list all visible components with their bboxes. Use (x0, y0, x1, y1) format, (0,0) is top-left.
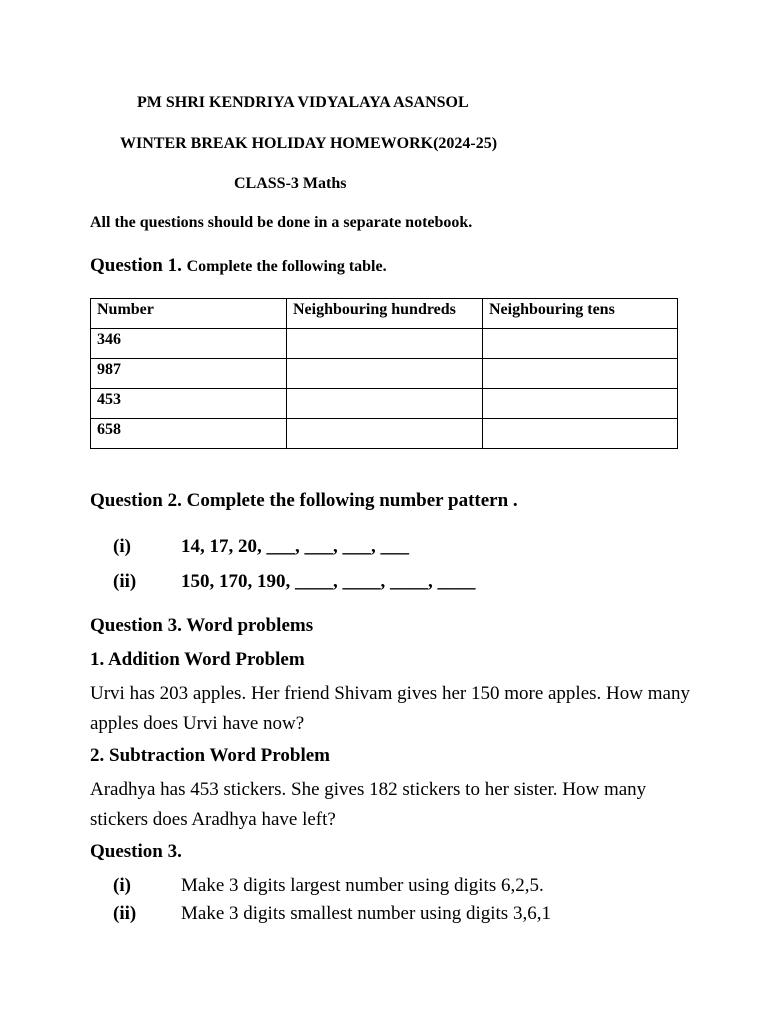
table-cell-tens (483, 329, 678, 359)
table-cell-tens (483, 359, 678, 389)
table-row (91, 329, 678, 359)
neighbouring-numbers-table (90, 298, 678, 449)
table-row (91, 419, 678, 449)
subtraction-problem-text: Aradhya has 453 stickers. She gives 182 stickers to her sister. How many stickers does Aradhya have left? (90, 779, 647, 830)
table-row (91, 359, 678, 389)
pattern-item-number: (i) (113, 536, 131, 557)
table-cell-hundreds (287, 389, 483, 419)
table-cell-number: 987 (91, 359, 287, 389)
digits-item-text: Make 3 digits smallest number using digits 3,6,1 (181, 903, 551, 924)
table-cell-tens (483, 419, 678, 449)
question-3b-heading: Question 3. (90, 841, 182, 862)
table-cell-number: 658 (91, 419, 287, 449)
pattern-item-number: (ii) (113, 571, 137, 592)
addition-problem-text: Urvi has 203 apples. Her friend Shivam gives her 150 more apples. How many apples does Urvi have now? (90, 683, 690, 734)
question-2-heading: Question 2. Complete the following number pattern . (90, 490, 518, 511)
question-1-text: Complete the following table. (186, 258, 387, 275)
digits-item-number: (ii) (113, 903, 137, 924)
table-cell-tens (483, 389, 678, 419)
question-1-heading (90, 255, 387, 277)
pattern-item-text: 150, 170, 190, ____, ____, ____, ____ (181, 571, 476, 592)
question-3-heading: Question 3. Word problems (90, 615, 314, 636)
addition-problem-heading: 1. Addition Word Problem (90, 649, 305, 670)
school-name: PM SHRI KENDRIYA VIDYALAYA ASANSOL (137, 94, 469, 111)
table-row (91, 389, 678, 419)
table-cell-hundreds (287, 419, 483, 449)
digits-item-number: (i) (113, 875, 131, 896)
pattern-item-text: 14, 17, 20, ___, ___, ___, ___ (181, 536, 409, 557)
instruction-text: All the questions should be done in a separate notebook. (90, 214, 473, 231)
subtraction-problem-heading: 2. Subtraction Word Problem (90, 745, 330, 766)
class-subject: CLASS-3 Maths (234, 175, 347, 192)
table-cell-hundreds (287, 359, 483, 389)
table-cell-hundreds (287, 329, 483, 359)
table-header-row (91, 299, 678, 329)
homework-title: WINTER BREAK HOLIDAY HOMEWORK(2024-25) (120, 135, 498, 152)
table-header-tens: Neighbouring tens (483, 299, 678, 329)
table-cell-number: 453 (91, 389, 287, 419)
digits-item-text: Make 3 digits largest number using digits 6,2,5. (181, 875, 544, 896)
table-header-hundreds: Neighbouring hundreds (287, 299, 483, 329)
table-header-number: Number (91, 299, 287, 329)
question-1-label: Question 1. (90, 255, 182, 276)
table-cell-number: 346 (91, 329, 287, 359)
